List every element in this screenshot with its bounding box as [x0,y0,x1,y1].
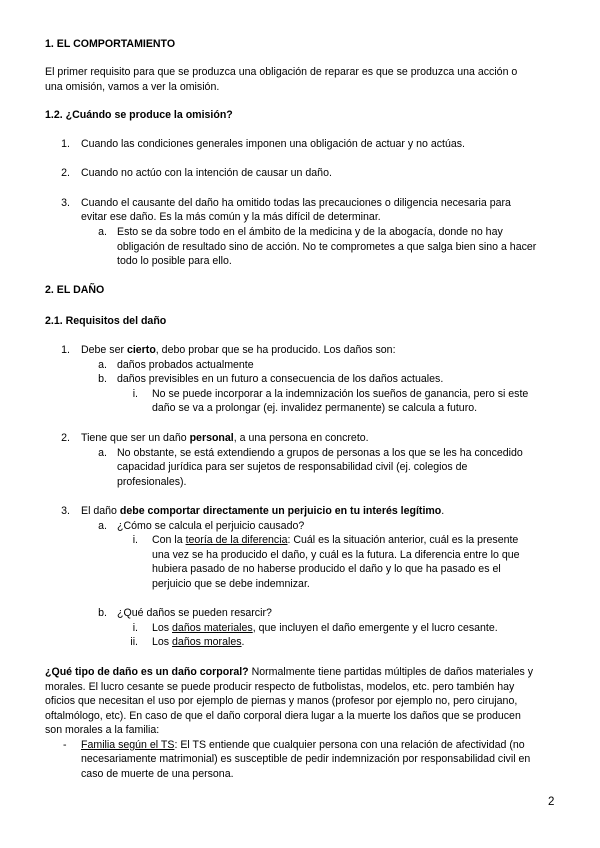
sub-sub-list-item: Los daños morales. [152,636,245,648]
list-letter: a. [98,520,107,532]
paragraph-line: El primer requisito para que se produzca una obligación de reparar es que se produzca una acción o [45,66,518,78]
list-item-cont: evitar ese daño. Es la más común y la más difícil de determinar. [81,211,381,223]
list-letter: b. [98,373,107,385]
sub-list-item-cont: todo lo posible para ello. [117,255,232,267]
list-number: 2. [61,167,70,179]
list-roman: i. [132,534,138,546]
paragraph-line: morales. El lucro cesante se puede producir respecto de futbolistas, modelos, etc. pero también hay [45,681,515,693]
sub-list-item-cont: capacidad jurídica para ser sujetos de responsabilidad civil (ej. colegios de [117,461,468,473]
sub-list-item: ¿Cómo se calcula el perjuicio causado? [117,520,305,532]
paragraph-line: una omisión, vamos a ver la omisión. [45,81,220,93]
sub-sub-list-item-cont: una vez se ha producido el daño, y cuál es la futura. La diferencia entre lo que [152,549,520,561]
paragraph-line: son morales a la familia: [45,724,160,736]
sub-list-item-cont: obligación de resultado sino de acción. No te comprometes a que salga bien sino a hacer [117,241,537,253]
page-number: 2 [548,796,555,808]
sub-list-item: daños probados actualmente [117,359,254,371]
list-item: Cuando el causante del daño ha omitido todas las precauciones o diligencia necesaria para [81,197,511,209]
sub-list-item: Esto se da sobre todo en el ámbito de la medicina y de la abogacía, donde no hay [117,226,503,238]
teoria-diferencia-term: teoría de la diferencia [185,534,288,546]
list-number: 1. [61,138,70,150]
sub-sub-list-item-cont: hubiera pasado de no haberse producido el daño y lo que ha pasado es el [152,563,501,575]
list-letter: a. [98,447,107,459]
sub-list-item-cont: profesionales). [117,476,187,488]
corporal-question: ¿Qué tipo de daño es un daño corporal? [45,666,249,678]
paragraph-line: oficios que necesitan el uso por ejemplo de piernas y manos (profesor por ejemplo no, pero cirujano, [45,695,518,707]
sub-sub-list-item: No se puede incorporar a la indemnización los sueños de ganancia, pero si este [152,388,529,400]
paragraph-line: ¿Qué tipo de daño es un daño corporal? Normalmente tiene partidas múltiples de daños materiales y [45,666,534,678]
list-number: 3. [61,197,70,209]
bullet-item-cont: caso de muerte de una persona. [81,768,234,780]
list-item: Cuando las condiciones generales imponen una obligación de actuar y no actúas. [81,138,465,150]
danos-morales-term: daños morales [172,636,242,648]
danos-materiales-term: daños materiales [172,622,253,634]
subsection-heading-omision: 1.2. ¿Cuándo se produce la omisión? [45,109,233,121]
list-item: Debe ser cierto, debo probar que se ha producido. Los daños son: [81,344,396,356]
list-letter: b. [98,607,107,619]
list-number: 2. [61,432,70,444]
familia-ts-term: Familia según el TS [81,739,175,751]
bullet-dash: - [63,739,67,751]
sub-sub-list-item-cont: daño se va a prolongar (ej. invalidez permanente) se calcula a futuro. [152,402,478,414]
list-roman: i. [132,388,138,400]
paragraph-line: oftalmólogo, etc). En caso de que el daño corporal diera lugar a la muerte los daños que se producen [45,710,521,722]
list-letter: a. [98,226,107,238]
list-number: 3. [61,505,70,517]
list-item: Cuando no actúo con la intención de causar un daño. [81,167,332,179]
list-number: 1. [61,344,70,356]
sub-sub-list-item-cont: perjuicio que se debe indemnizar. [152,578,310,590]
list-item: Tiene que ser un daño personal, a una persona en concreto. [81,432,369,444]
sub-sub-list-item: Los daños materiales, que incluyen el daño emergente y el lucro cesante. [152,622,498,634]
list-roman: i. [132,622,138,634]
list-item: El daño debe comportar directamente un perjuicio en tu interés legítimo. [81,505,445,517]
list-roman: ii. [130,636,138,648]
bullet-item-cont: necesariamente matrimonial) es susceptible de pedir indemnización por responsabilidad civil en [81,753,531,765]
section-heading-dano: 2. EL DAÑO [45,284,105,296]
list-letter: a. [98,359,107,371]
subsection-heading-requisitos: 2.1. Requisitos del daño [45,315,167,327]
section-heading-comportamiento: 1. EL COMPORTAMIENTO [45,38,176,50]
sub-list-item: ¿Qué daños se pueden resarcir? [117,607,272,619]
sub-list-item: No obstante, se está extendiendo a grupos de personas a los que se les ha concedido [117,447,523,459]
bullet-item: Familia según el TS: El TS entiende que cualquier persona con una relación de afectividad (no [81,739,525,751]
sub-sub-list-item: Con la teoría de la diferencia: Cuál es la situación anterior, cuál es la presente [152,534,519,546]
sub-list-item: daños previsibles en un futuro a consecuencia de los daños actuales. [117,373,444,385]
